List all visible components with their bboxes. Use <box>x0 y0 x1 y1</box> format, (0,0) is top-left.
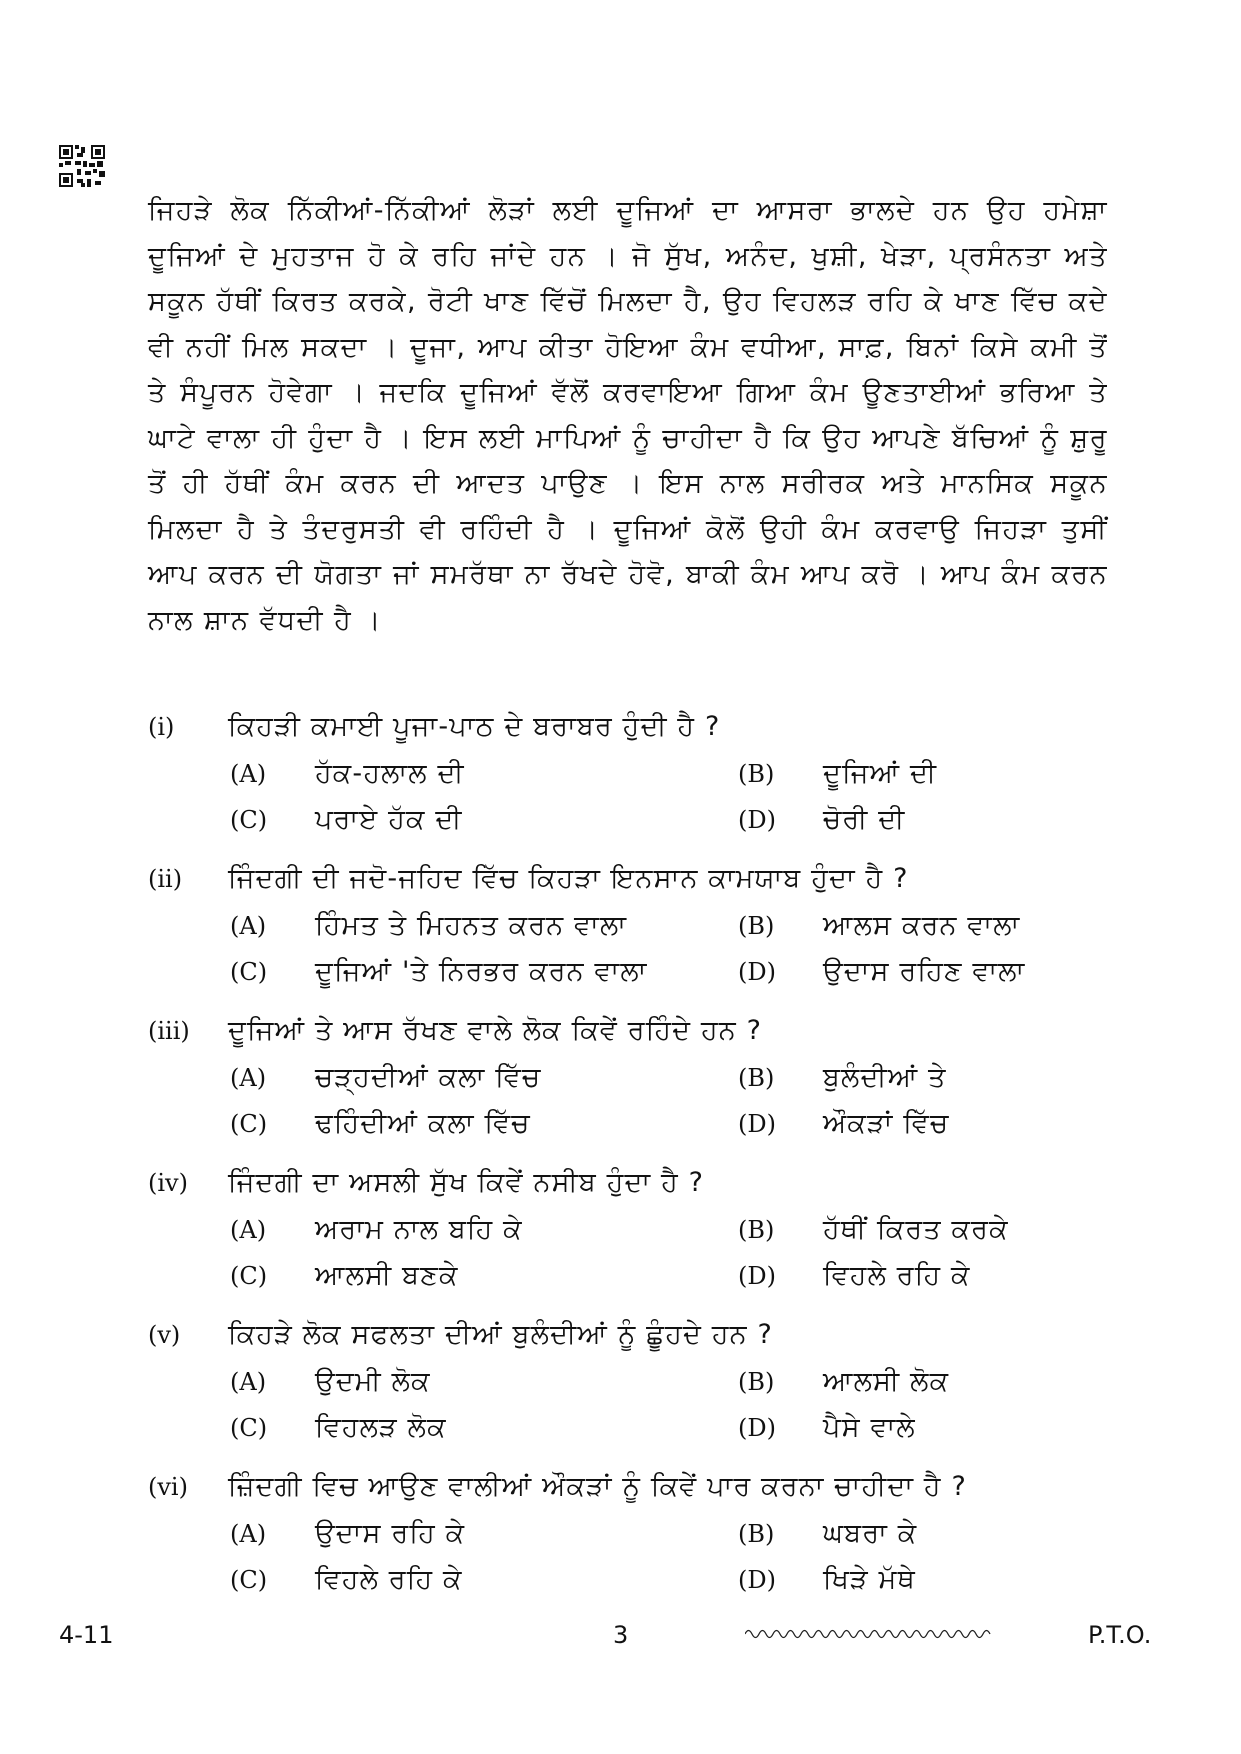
question-number: (i) <box>148 713 175 741</box>
option-label: (D) <box>738 1414 776 1442</box>
paper-code: 4-11 <box>59 1621 114 1649</box>
option-text: ਉਦਾਸ ਰਹਿਣ ਵਾਲਾ <box>823 956 1026 987</box>
pto-label: P.T.O. <box>1088 1621 1152 1649</box>
option-text: ਬੁਲੰਦੀਆਂ ਤੇ <box>823 1062 947 1093</box>
question-text: ਜ਼ਿੰਦਗੀ ਵਿਚ ਆਉਣ ਵਾਲੀਆਂ ਔਕੜਾਂ ਨੂੰ ਕਿਵੇਂ ਪਾਰ ਕਰਨਾ ਚਾਹੀਦਾ ਹੈ ? <box>228 1471 967 1502</box>
question-text: ਕਿਹੜੇ ਲੋਕ ਸਫਲਤਾ ਦੀਆਂ ਬੁਲੰਦੀਆਂ ਨੂੰ ਛੂੰਹਦੇ ਹਨ ? <box>228 1319 774 1350</box>
question-text: ਜਿੰਦਗੀ ਦਾ ਅਸਲੀ ਸੁੱਖ ਕਿਵੇਂ ਨਸੀਬ ਹੁੰਦਾ ਹੈ ? <box>228 1167 705 1198</box>
question-number: (iv) <box>148 1169 188 1197</box>
option-text: ਹੱਥੀਂ ਕਿਰਤ ਕਰਕੇ <box>823 1214 1009 1245</box>
option-text: ਦੂਜਿਆਂ ਦੀ <box>823 758 938 789</box>
option-label: (B) <box>738 1368 775 1396</box>
option-label: (D) <box>738 806 776 834</box>
option-text: ਹਿੰਮਤ ਤੇ ਮਿਹਨਤ ਕਰਨ ਵਾਲਾ <box>315 910 628 941</box>
option-text: ਵਿਹਲੜ ਲੋਕ <box>315 1412 447 1443</box>
option-label: (B) <box>738 1520 775 1548</box>
option-label: (B) <box>738 1064 775 1092</box>
option-label: (C) <box>230 958 268 986</box>
wavy-line-decoration <box>745 1627 995 1641</box>
option-label: (C) <box>230 1262 268 1290</box>
option-label: (C) <box>230 1110 268 1138</box>
option-text: ਅਰਾਮ ਨਾਲ ਬਹਿ ਕੇ <box>315 1214 523 1245</box>
option-text: ਚੋਰੀ ਦੀ <box>823 804 906 835</box>
option-text: ਵਿਹਲੇ ਰਹਿ ਕੇ <box>823 1260 971 1291</box>
question-number: (v) <box>148 1321 181 1349</box>
option-label: (C) <box>230 1414 268 1442</box>
option-label: (A) <box>230 760 267 788</box>
option-label: (C) <box>230 806 268 834</box>
question-text: ਕਿਹੜੀ ਕਮਾਈ ਪੂਜਾ-ਪਾਠ ਦੇ ਬਰਾਬਰ ਹੁੰਦੀ ਹੈ ? <box>228 711 721 742</box>
option-label: (A) <box>230 1520 267 1548</box>
question-number: (ii) <box>148 865 183 893</box>
option-label: (C) <box>230 1566 268 1594</box>
option-label: (A) <box>230 1368 267 1396</box>
option-text: ਦੂਜਿਆਂ 'ਤੇ ਨਿਰਭਰ ਕਰਨ ਵਾਲਾ <box>315 956 648 987</box>
option-text: ਹੱਕ-ਹਲਾਲ ਦੀ <box>315 758 465 789</box>
option-text: ਉਦਮੀ ਲੋਕ <box>315 1366 431 1397</box>
question-number: (vi) <box>148 1473 188 1501</box>
option-label: (B) <box>738 912 775 940</box>
option-label: (D) <box>738 1566 776 1594</box>
option-text: ਵਿਹਲੇ ਰਹਿ ਕੇ <box>315 1564 463 1595</box>
option-text: ਆਲਸੀ ਬਣਕੇ <box>315 1260 459 1291</box>
option-label: (D) <box>738 958 776 986</box>
option-text: ਢਹਿੰਦੀਆਂ ਕਲਾ ਵਿੱਚ <box>315 1108 531 1139</box>
question-text: ਜਿੰਦਗੀ ਦੀ ਜਦੋ-ਜਹਿਦ ਵਿੱਚ ਕਿਹੜਾ ਇਨਸਾਨ ਕਾਮਯਾਬ ਹੁੰਦਾ ਹੈ ? <box>228 863 909 894</box>
option-label: (A) <box>230 1216 267 1244</box>
option-label: (A) <box>230 1064 267 1092</box>
option-text: ਉਦਾਸ ਰਹਿ ਕੇ <box>315 1518 466 1549</box>
option-label: (B) <box>738 1216 775 1244</box>
option-text: ਘਬਰਾ ਕੇ <box>823 1518 918 1549</box>
qr-code-icon <box>59 145 105 187</box>
option-text: ਆਲਸੀ ਲੋਕ <box>823 1366 950 1397</box>
option-label: (D) <box>738 1110 776 1138</box>
option-text: ਆਲਸ ਕਰਨ ਵਾਲਾ <box>823 910 1021 941</box>
page-number: 3 <box>613 1621 629 1649</box>
option-text: ਪਰਾਏ ਹੱਕ ਦੀ <box>315 804 463 835</box>
option-label: (A) <box>230 912 267 940</box>
question-text: ਦੂਜਿਆਂ ਤੇ ਆਸ ਰੱਖਣ ਵਾਲੇ ਲੋਕ ਕਿਵੇਂ ਰਹਿੰਦੇ ਹਨ ? <box>228 1015 763 1046</box>
option-label: (D) <box>738 1262 776 1290</box>
option-text: ਚੜ੍ਹਦੀਆਂ ਕਲਾ ਵਿੱਚ <box>315 1062 542 1093</box>
option-text: ਖਿੜੇ ਮੱਥੇ <box>823 1564 916 1595</box>
option-text: ਔਕੜਾਂ ਵਿੱਚ <box>823 1108 950 1139</box>
option-label: (B) <box>738 760 775 788</box>
question-number: (iii) <box>148 1017 190 1045</box>
option-text: ਪੈਸੇ ਵਾਲੇ <box>823 1412 916 1443</box>
reading-passage: ਜਿਹੜੇ ਲੋਕ ਨਿੱਕੀਆਂ-ਨਿੱਕੀਆਂ ਲੋੜਾਂ ਲਈ ਦੂਜਿਆਂ ਦਾ ਆਸਰਾ ਭਾਲਦੇ ਹਨ ਉਹ ਹਮੇਸ਼ਾ ਦੂਜਿਆਂ ਦੇ ਮੁਹਤਾਜ ਹੋ ਕੇ ਰਹਿ ਜਾਂਦੇ ਹਨ । ਜੋ ਸੁੱਖ, ਅਨੰਦ, ਖੁਸ਼ੀ, ਖੇੜਾ, ਪ੍ਰਸੰਨਤਾ ਅਤੇ ਸਕੂਨ ਹੱਥੀਂ ਕਿਰਤ ਕਰਕੇ, ਰੋਟੀ ਖਾਣ ਵਿੱਚੋਂ ਮਿਲਦਾ ਹੈ, ਉਹ ਵਿਹਲੜ ਰਹਿ ਕੇ ਖਾਣ ਵਿੱਚ ਕਦੇ ਵੀ ਨਹੀਂ ਮਿਲ ਸਕਦਾ । ਦੂਜਾ, ਆਪ ਕੀਤਾ ਹੋਇਆ ਕੰਮ ਵਧੀਆ, ਸਾਫ਼, ਬਿਨਾਂ ਕਿਸੇ ਕਮੀ ਤੋਂ ਤੇ ਸੰਪੂਰਨ ਹੋਵੇਗਾ । ਜਦਕਿ ਦੂਜਿਆਂ ਵੱਲੋਂ ਕਰਵਾਇਆ ਗਿਆ ਕੰਮ ਊਣਤਾਈਆਂ ਭਰਿਆ ਤੇ ਘਾਟੇ ਵਾਲਾ ਹੀ ਹੁੰਦਾ ਹੈ । ਇਸ ਲਈ ਮਾਪਿਆਂ ਨੂੰ ਚਾਹੀਦਾ ਹੈ ਕਿ ਉਹ ਆਪਣੇ ਬੱਚਿਆਂ ਨੂੰ ਸ਼ੁਰੂ ਤੋਂ ਹੀ ਹੱਥੀਂ ਕੰਮ ਕਰਨ ਦੀ ਆਦਤ ਪਾਉਣ । ਇਸ ਨਾਲ ਸਰੀਰਕ ਅਤੇ ਮਾਨਸਿਕ ਸਕੂਨ ਮਿਲਦਾ ਹੈ ਤੇ ਤੰਦਰੁਸਤੀ ਵੀ ਰਹਿੰਦੀ ਹੈ । ਦੂਜਿਆਂ ਕੋਲੋਂ ਉਹੀ ਕੰਮ ਕਰਵਾਉ ਜਿਹੜਾ ਤੁਸੀਂ ਆਪ ਕਰਨ ਦੀ ਯੋਗਤਾ ਜਾਂ ਸਮਰੱਥਾ ਨਾ ਰੱਖਦੇ ਹੋਵੋ, ਬਾਕੀ ਕੰਮ ਆਪ ਕਰੋ । ਆਪ ਕੰਮ ਕਰਨ ਨਾਲ ਸ਼ਾਨ ਵੱਧਦੀ ਹੈ । <box>148 195 1108 636</box>
